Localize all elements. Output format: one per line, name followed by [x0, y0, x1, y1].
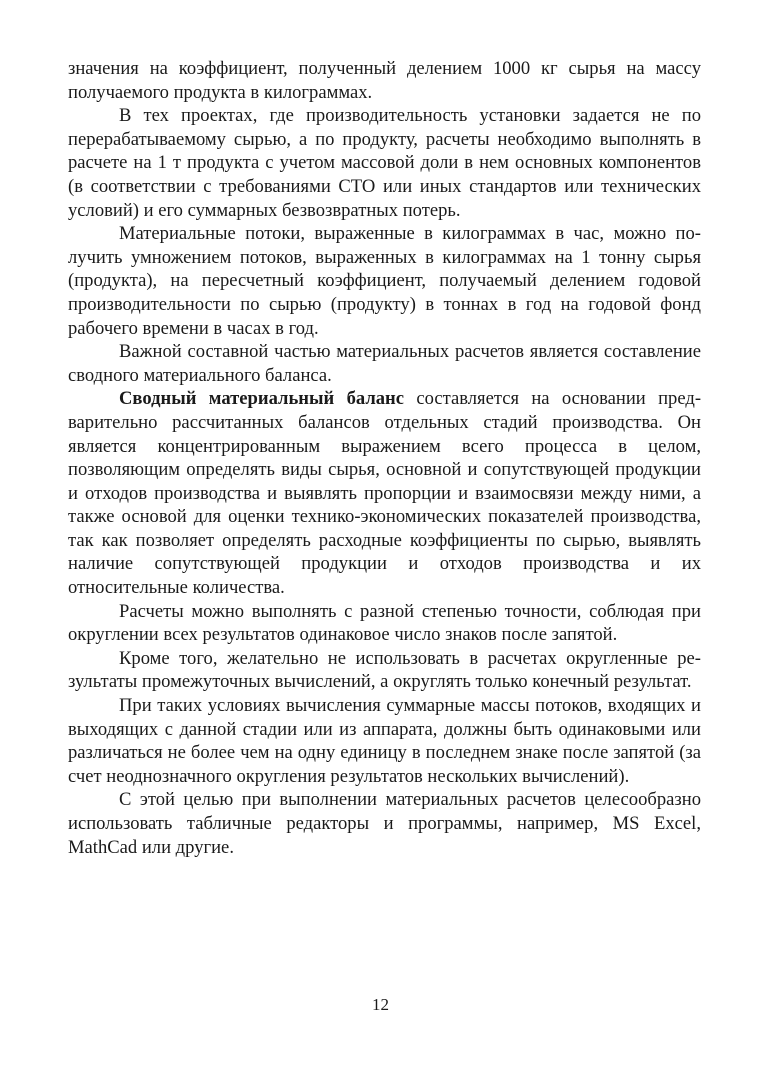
page-number: 12: [372, 995, 389, 1014]
paragraph-text: В тех проектах, где производительность установки задается не по перерабатываемому сырью, а по продукту, расчеты необходимо выполнять в расчете на 1 т продукта с учетом массовой доли в нем основных компонентов (в соответствии с требованиями СТО или иных стандартов или технических условий) и его суммарных безвозвратных потерь.: [68, 105, 701, 221]
paragraph-5-definition: [68, 387, 701, 599]
paragraph-2: [68, 104, 701, 222]
page-body: [68, 57, 701, 859]
paragraph-text: Кроме того, желательно не использовать в расчетах округленные результаты промежуточных вычислений, а округлять только конечный результат.: [68, 647, 701, 693]
paragraph-6: [68, 600, 701, 647]
paragraph-text: Важной составной частью материальных расчетов является составление сводного материального баланса.: [68, 341, 701, 386]
paragraph-text: При таких условиях вычисления суммарные массы потоков, входящих и выходящих с данной стадии или из аппарата, должны быть одинаковыми или различаться не более чем на одну единицу в последнем знаке после запятой (за счет неоднозначного округления результатов нескольких вычислений).: [68, 695, 701, 787]
paragraph-3: [68, 222, 701, 340]
paragraph-7: [68, 647, 701, 694]
paragraph-text: Расчеты можно выполнять с разной степенью точности, соблюдая при округлении всех результатов одинаковое число знаков после запятой.: [68, 600, 701, 646]
paragraph-text: значения на коэффициент, полученный делением 1000 кг сырья на массу получаемого продукта в килограммах.: [68, 58, 701, 103]
bold-term: Сводный материальный баланс: [119, 388, 405, 410]
paragraph-9: [68, 788, 701, 859]
paragraph-text: С этой целью при выполнении материальных расчетов целесообразно использовать табличные редакторы и программы, например, MS Excel, MathCad или другие.: [68, 789, 701, 858]
paragraph-4: [68, 340, 701, 387]
paragraph-8: [68, 694, 701, 788]
paragraph-text: составляется на основании предварительно рассчитанных балансов отдельных стадий производства. Он является концентрированным выражением всего процесса в целом, позволяющим определять виды сырья, основной и сопутствующей продукции и отходов производства и выявлять пропорции и взаимосвязи между ними, а также основой для оценки технико-экономических показателей производства, так как позволяет определять расходные коэффициенты по сырью, выявлять наличие сопутствующей продукции и отходов производства и их относительные количества.: [68, 388, 702, 599]
paragraph-1: [68, 57, 701, 104]
paragraph-text: Материальные потоки, выраженные в килограммах в час, можно получить умножением потоков, выраженных в килограммах на 1 тонну сырья (продукта), на пересчетный коэффициент, получаемый делением годовой производительности по сырью (продукту) в тоннах в год на годовой фонд рабочего времени в часах в год.: [68, 223, 701, 339]
